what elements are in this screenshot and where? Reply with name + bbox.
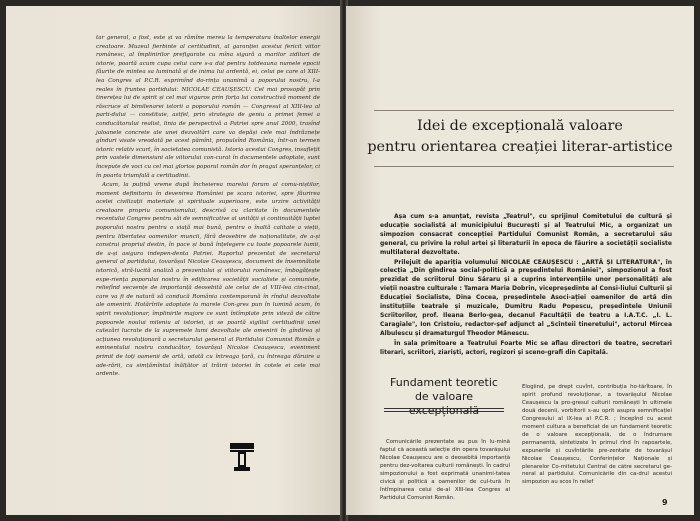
title-line-1: Idei de excepțională valoare — [417, 118, 623, 134]
left-text-column — [96, 34, 320, 380]
subheading-line-1: Fundament teoretic — [390, 376, 498, 389]
subheading-rule-2 — [384, 411, 504, 412]
title-bottom-rule — [374, 166, 674, 167]
subheading-rule-1 — [384, 408, 504, 409]
left-paragraph-1: tar general, a fost, este și va rămîne mereu la temperatura înaltelor energii creatoare. Muzeul fierbinte al certitudinii, al garanției acestui fericit viitor românesc, al împlinirilor prefigurate cu mîna sigură a marilor ziditori de istorie, poartă acum cupa celui care s-a dat pentru totdeauna numele epocii făurite de mintea sa luminată și de inima lui ardentă, ei, celui pe care al XIII-lea Congres al P.C.R. exprimînd do-rința unanimă a poporului nostru, l-a reales în fruntea partidului: NICOLAE CEAUȘESCU. Cel mai prosopăt prin tinerețea lui de spirit și cel mai viguros prin forța lui constructivă moment de răscruce al bimilenarei istorii a poporului român — Congresul al XIII-lea al parti-dului — constituie, astfel, prin strategia de geniu a primei femei a conducătorului realist, linia de perspectivă a Patriei spre anul 2000, trasînd jaloanele concrete ale unei dezvoltări care va depăși cele mai îndrăznețe gînduri visate vreodată pe acest pămînt, propulsînd România, într-un termen istoric relativ scurt, în societatea comunistă. Istoria acestui Congres, insuflețit prin vastele dimensiuni ale viitorului con-curat în documentele adoptate, sunt începute de voci cu cel mai glorios poporul român dor în pragul speranțelor, ci în poarta triumfală a certitudinii. — [96, 35, 320, 179]
teatrul-t-logo-icon — [229, 442, 255, 472]
lower-left-column — [380, 439, 510, 503]
intro-paragraph-3: În sala primitoare a Teatrului Foarte Mic se aflau directori de teatre, secretari literari, scriitori, ziariști, actori, regizori și sceno-grafi din Capitală. — [380, 339, 672, 356]
title-line-2: pentru orientarea creației literar-artistice — [367, 139, 673, 155]
intro-text — [380, 213, 672, 359]
left-paragraph-2: Acum, la puțină vreme după încheierea marelui forum al comu-niștilor, moment definitoriu în devenirea României pe scara istoriei, spre făurirea acelei civilizații materiale și spirituale superioare, este urzire activității creatoare propriu comunismului, descrisă cu claritate în documentele recentului Congres pentru săi de semnificative al unității și continuității luptei poporului nostru pentru o viață mai bună, pentru o înaltă calitate a vieții, pentru libertatea oamenilor muncii, fără deosebire de naționalitate, de a-și construi propriul destin, în pace și bună înțelegere cu toate popoarele lumii, de a-și asigura indepen-denta Patriei. Raportul prezentat de secretarul general al partidului, tovarășul Nicolae Ceaușescu, document de însemnătate istorică, stră-lucită analiză a prezentului și viitorului românesc, îmbogățește expe-riența poporului nostru în edificarea societății socialiste și comuniste, reliefînd secvențe de importanță deosebită ale celui de al VIII-lea cin-cinal, care va fi de natură să conducă România contemporană în rîndul dezvoltate ale omenirii. Hotărîrile adoptate la marele Con-gres pun în lumină acum, în spirit revoluționar, împlinirile majore ce sunt întîmplate prin viteză de către popoarele noului mileniu al istoriei, și se poartă sigiliul certitudinii unei cutezări lucrate de la supremele lumi dezvoltate ale omenirii în gîndirea și acțiunea revoluționară a secretarului general al Partidului Comunist Român a eminentului nostru conducător, tovarășul Nicolae Ceaușescu, eveniment primit de toți oamenii de artă, odată cu întreaga țară, cu întreaga dăruire a ade-rării, cu simțămîntul înălțător al trăirii istoriei în cotele ei cele mai ardente. — [96, 182, 320, 378]
lower-right-paragraph: Elogiind, pe drept cuvînt, contribuția ho-tărîtoare, în spirit profund revoluționar, a tovarășului Nicolae Ceaușescu la pro-gresul culturii românești în ultimele două decenii, vorbitorii s-au oprit asupra semnificației Congresului al IX-lea al P.C.R. ; începînd cu acest moment cultura a beneficiat de un fundament teoretic de o valoare excepțională, de o îndrumare permanentă, sintetizate în primul rînd în rapoartele, expunerile și cuvîntările pre-zentate de tovarășul Nicolae Ceaușescu, Conferințelor Naționale și plenarelor Co-mitetului Central de către secretarul ge-neral al partidului. Comunicările din ca-drul acestui simpozion au scos în relief — [522, 384, 672, 486]
lower-right-column — [522, 384, 672, 487]
subheading-line-2: de valoare — [414, 390, 474, 403]
title-top-rule — [374, 110, 674, 111]
lower-left-paragraph: Comunicările prezentate au pus în lu-mină faptul că această selecție din opera tovarășului Nicolae Ceaușescu are o deosebită importanță pentru dez-voltarea culturii românești. În cadrul simpozionului a fost exprimată unanimi-tatea civică și politică a oamenilor de cul-tură în întîmpinarea celui de-al XIII-lea Congres al Partidului Comunist Român. — [380, 439, 510, 501]
intro-paragraph-2: Prilejuit de apariția volumului NICOLAE CEAUȘESCU : „ARTĂ ȘI LITERATURA", în colecția „Din gîndirea social-politică a președintelui României", simpozionul a fost prezidat de scriitorul Dinu Săraru și a cuprins intervențiile unor personalități ale vieții noastre culturale : Tamara Maria Dobrin, vicepreședinte al Consi-liului Culturii și Educației Socialiste, Dina Cocea, președintele Asoci-ației oamenilor de artă din instituțiile teatrale și muzicale, Dumitru Radu Popescu, președintele Uniunii Scriitorilor, prof. Ileana Berlo-gea, decanul Facultății de teatru a I.A.T.C. „I. L. Caragiale", Ion Cristoiu, redactor-șef adjunct al „Scînteii tineretului", actorul Mircea Albulescu și dramaturgul Theodor Mănescu. — [380, 258, 672, 337]
page-number: 9 — [662, 498, 668, 507]
left-page — [6, 6, 343, 515]
right-page — [346, 6, 694, 515]
article-title — [346, 116, 694, 158]
intro-paragraph-1: Așa cum s-a anunțat, revista „Teatrul", cu sprijinul Comitetului de cultură și educație socialistă al municipiului București și al Teatrului Mic, a organizat un simpozion consacrat concepției Partidului Comunist Român, a secretarului său general, cu privire la rolul artei și literaturii în epoca de făurire a societății socialiste multilateral dezvoltate. — [380, 213, 672, 256]
subheading-box — [380, 376, 508, 432]
